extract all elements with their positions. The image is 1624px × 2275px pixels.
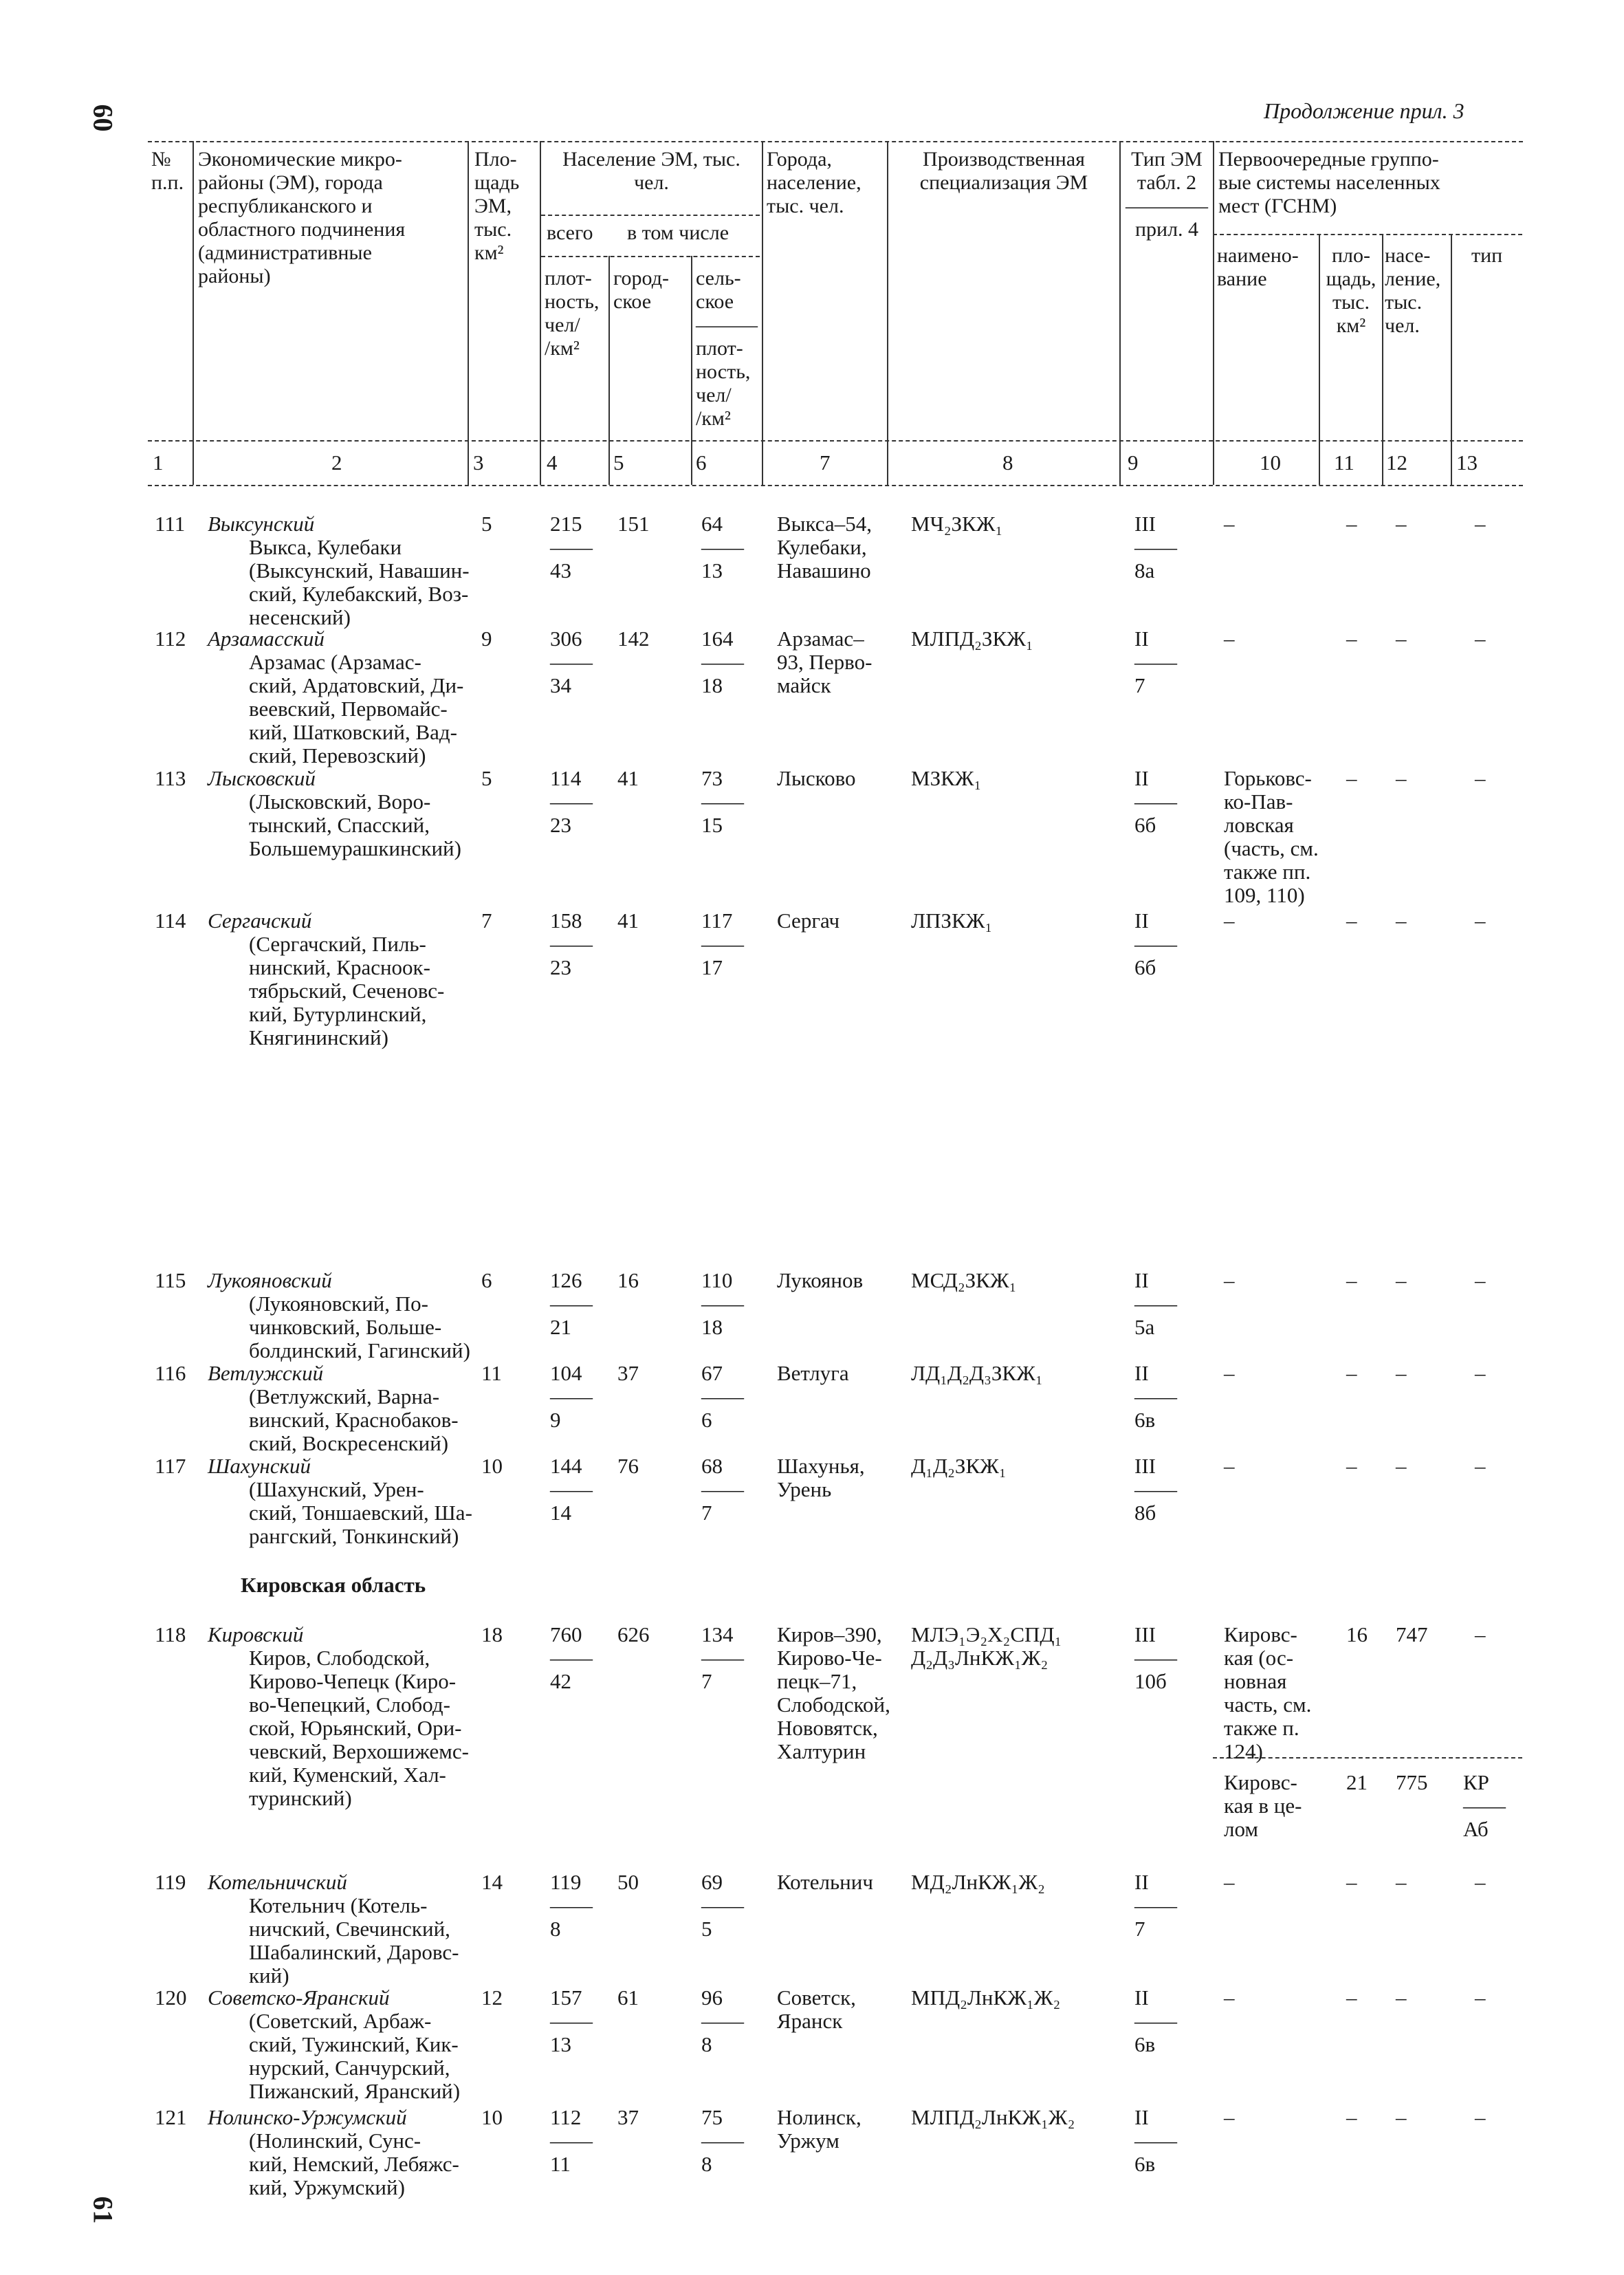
em-type-top: III [1134, 512, 1156, 536]
em-type-bottom: 7 [1134, 1917, 1145, 1941]
em-type-bottom: 6в [1134, 2032, 1156, 2056]
colnum-11: 11 [1334, 450, 1354, 475]
population-total-top: 114 [550, 766, 582, 790]
population-rural-top: 64 [701, 512, 723, 536]
gsnm-population: – [1396, 766, 1407, 790]
hdr-gsnm-name: наимено- вание [1217, 244, 1299, 290]
population-rural-bottom: 18 [701, 1315, 723, 1339]
population-total-bar: —— [550, 2009, 593, 2033]
population-rural-bar: —— [701, 2129, 744, 2153]
row-number: 116 [155, 1361, 186, 1385]
region-name: Сергачский [208, 908, 312, 933]
population-total-bottom: 13 [550, 2032, 571, 2056]
gsnm2-type-bottom: Аб [1463, 1817, 1489, 1841]
colnum-7: 7 [820, 450, 831, 475]
colnum-3: 3 [473, 450, 484, 475]
gsnm-type: – [1475, 1454, 1486, 1478]
population-urban: 142 [617, 627, 650, 651]
population-rural-bar: —— [701, 932, 744, 956]
hdr-region: Экономические микро- районы (ЭМ), города республиканского и областного подчинения (административные районы) [198, 148, 406, 287]
cities: Лукоянов [777, 1268, 864, 1292]
area-value: 18 [481, 1622, 503, 1646]
population-rural-bottom: 17 [701, 955, 723, 979]
area-value: 10 [481, 1454, 503, 1478]
gsnm2-population: 775 [1396, 1770, 1428, 1794]
population-urban: 41 [617, 908, 639, 933]
colnum-4: 4 [547, 450, 558, 475]
cities: Выкса–54, Кулебаки, Навашино [777, 512, 872, 583]
vline-2 [468, 141, 469, 485]
gsnm-area: – [1346, 1268, 1357, 1292]
region-description: (Советский, Арбаж- ский, Тужинский, Кик- нурский, Санчурский, Пижанский, Яранский) [249, 2009, 461, 2103]
hdr-em-type: Тип ЭМ табл. 2 ———— прил. 4 [1126, 148, 1208, 241]
population-total-top: 215 [550, 512, 582, 536]
cities: Советск, Яранск [777, 1985, 856, 2033]
row-number: 120 [155, 1985, 187, 2010]
population-urban: 151 [617, 512, 650, 536]
population-total-top: 144 [550, 1454, 582, 1478]
region-description: (Лукояновский, По- чинковский, Больше- болдинский, Гагинский) [249, 1292, 470, 1362]
population-total-bottom: 42 [550, 1669, 571, 1693]
population-total-top: 306 [550, 627, 582, 651]
row-number: 118 [155, 1622, 186, 1646]
gsnm-area: 16 [1346, 1622, 1368, 1646]
population-total-bottom: 21 [550, 1315, 571, 1339]
population-rural-bar: —— [701, 790, 744, 814]
hdr-gsnm-type: тип [1471, 244, 1503, 267]
region-name: Шахунский [208, 1454, 311, 1478]
gsnm-population: – [1396, 908, 1407, 933]
gsnm-area: – [1346, 1985, 1357, 2010]
gsnm-population: – [1396, 1985, 1407, 2010]
population-rural-top: 117 [701, 908, 733, 933]
region-name: Арзамасский [208, 627, 325, 651]
population-rural-top: 68 [701, 1454, 723, 1478]
vline-9 [1213, 141, 1214, 485]
em-type-bar: —— [1134, 932, 1177, 956]
gsnm-name: – [1224, 512, 1235, 536]
region-description: (Ветлужский, Варна- винский, Краснобаков- ский, Воскресенский) [249, 1384, 459, 1455]
gsnm-area: – [1346, 627, 1357, 651]
gsnm-population: – [1396, 627, 1407, 651]
gsnm-name: Горьковс- ко-Пав- ловская (часть, см. также пп. 109, 110) [1224, 766, 1319, 907]
em-type-top: II [1134, 1985, 1149, 2010]
gsnm-name: – [1224, 1985, 1235, 2010]
em-type-bar: —— [1134, 1893, 1177, 1917]
hdr-pop-total: всего [547, 221, 593, 244]
cities: Нолинск, Уржум [777, 2105, 862, 2153]
population-rural-bottom: 7 [701, 1501, 712, 1525]
gsnm-population: – [1396, 2105, 1407, 2129]
area-value: 6 [481, 1268, 492, 1292]
population-urban: 41 [617, 766, 639, 790]
population-rural-bottom: 8 [701, 2152, 712, 2176]
vline-11 [1382, 234, 1383, 485]
gsnm-population: – [1396, 1268, 1407, 1292]
gsnm-area: – [1346, 908, 1357, 933]
em-type-bar: —— [1134, 1384, 1177, 1408]
population-rural-top: 73 [701, 766, 723, 790]
hdr-pop-urban: город- ское [613, 267, 669, 313]
vline-7 [887, 141, 888, 485]
specialization: МЛПД₂ЗКЖ₁ [911, 627, 1033, 651]
gsnm-population: – [1396, 1361, 1407, 1385]
cities: Лысково [777, 766, 856, 790]
population-rural-bar: —— [701, 1292, 744, 1316]
row-number: 111 [155, 512, 186, 536]
population-rural-bar: —— [701, 535, 744, 559]
gsnm-type: – [1475, 1985, 1486, 2010]
region-description: (Лысковский, Воро- тынский, Спасский, Большемурашкинский) [249, 790, 461, 860]
gsnm-area: – [1346, 2105, 1357, 2129]
population-total-top: 157 [550, 1985, 582, 2010]
population-total-bar: —— [550, 535, 593, 559]
em-type-top: III [1134, 1622, 1156, 1646]
em-type-bar: —— [1134, 2009, 1177, 2033]
colnum-bottom-rule [148, 485, 1523, 486]
region-name: Выксунский [208, 512, 315, 536]
table-top-rule [148, 141, 1523, 142]
em-type-bottom: 7 [1134, 673, 1145, 697]
region-description: (Шахунский, Урен- ский, Тоншаевский, Ша- рангский, Тонкинский) [249, 1477, 472, 1548]
population-total-bottom: 11 [550, 2152, 571, 2176]
population-total-bottom: 43 [550, 558, 571, 583]
em-type-top: III [1134, 1454, 1156, 1478]
gsnm-name: – [1224, 1454, 1235, 1478]
population-rural-bottom: 7 [701, 1669, 712, 1693]
population-total-bar: —— [550, 1384, 593, 1408]
em-type-bottom: 6б [1134, 955, 1156, 979]
colnum-9: 9 [1128, 450, 1139, 475]
region-name: Советско-Яранский [208, 1985, 390, 2010]
population-total-top: 104 [550, 1361, 582, 1385]
population-rural-bar: —— [701, 1646, 744, 1670]
population-rural-top: 164 [701, 627, 734, 651]
em-type-top: II [1134, 908, 1149, 933]
cities: Шахунья, Урень [777, 1454, 865, 1501]
vline-1 [193, 141, 194, 485]
population-total-bottom: 8 [550, 1917, 561, 1941]
region-description: Выкса, Кулебаки (Выксунский, Навашин- ский, Кулебакский, Воз- несенский) [249, 535, 470, 629]
em-type-bottom: 10б [1134, 1669, 1167, 1693]
em-type-bottom: 6б [1134, 813, 1156, 837]
population-rural-top: 69 [701, 1870, 723, 1894]
em-type-bar: —— [1134, 535, 1177, 559]
colnum-8: 8 [1002, 450, 1013, 475]
gsnm-area: – [1346, 1870, 1357, 1894]
region-name: Лысковский [208, 766, 316, 790]
colnum-13: 13 [1456, 450, 1478, 475]
gsnm-type: – [1475, 1268, 1486, 1292]
population-rural-bar: —— [701, 650, 744, 674]
area-value: 9 [481, 627, 492, 651]
population-total-bottom: 23 [550, 813, 571, 837]
population-rural-bar: —— [701, 2009, 744, 2033]
gsnm-area: – [1346, 512, 1357, 536]
gsnm-name: Кировс- кая (ос- новная часть, см. также п. 124) [1224, 1622, 1312, 1763]
population-rural-bottom: 18 [701, 673, 723, 697]
vline-12 [1451, 234, 1452, 485]
population-total-bar: —— [550, 1646, 593, 1670]
vline-5 [691, 256, 692, 485]
right-page-number: 61 [87, 2196, 119, 2224]
population-total-top: 126 [550, 1268, 582, 1292]
specialization: МЛЭ₁Э₂Х₂СПД₁ Д₂Д₃ЛнКЖ₁Ж₂ [911, 1622, 1062, 1670]
gsnm2-type-top: КР [1463, 1770, 1489, 1794]
hdr-gsnm-area: пло- щадь, тыс. км² [1326, 244, 1376, 337]
vline-4 [608, 256, 610, 485]
region-description: Котельнич (Котель- ничский, Свечинский, Шабалинский, Даровс- кий) [249, 1893, 459, 1988]
hdr-cities: Города, население, тыс. чел. [767, 148, 862, 217]
gsnm-population: – [1396, 1454, 1407, 1478]
em-type-top: II [1134, 627, 1149, 651]
gsnm2-name: Кировс- кая в це- лом [1224, 1770, 1302, 1841]
population-urban: 50 [617, 1870, 639, 1894]
gsnm-title-rule [1213, 234, 1522, 235]
population-rural-bottom: 5 [701, 1917, 712, 1941]
colnum-12: 12 [1386, 450, 1407, 475]
em-type-top: II [1134, 1361, 1149, 1385]
population-total-bar: —— [550, 1292, 593, 1316]
row-number: 115 [155, 1268, 186, 1292]
hdr-pop-incl: в том числе [627, 221, 729, 244]
vline-6 [762, 141, 763, 485]
cities: Котельнич [777, 1870, 873, 1894]
population-total-bar: —— [550, 1893, 593, 1917]
gsnm-name: – [1224, 2105, 1235, 2129]
colnum-5: 5 [613, 450, 624, 475]
population-urban: 626 [617, 1622, 650, 1646]
em-type-bottom: 5а [1134, 1315, 1155, 1339]
pop-subheader-rule [541, 256, 760, 257]
gsnm-type: – [1475, 1361, 1486, 1385]
population-total-bar: —— [550, 2129, 593, 2153]
hdr-pop-density: плот- ность, чел/ /км² [545, 267, 600, 360]
em-type-bottom: 6в [1134, 2152, 1156, 2176]
hdr-num: № п.п. [151, 148, 184, 194]
area-value: 5 [481, 766, 492, 790]
population-rural-bar: —— [701, 1477, 744, 1501]
cities: Арзамас– 93, Перво- майск [777, 627, 873, 697]
population-rural-top: 67 [701, 1361, 723, 1385]
population-urban: 76 [617, 1454, 639, 1478]
gsnm-type: – [1475, 1870, 1486, 1894]
population-total-bar: —— [550, 790, 593, 814]
vline-10 [1319, 234, 1320, 485]
gsnm-type: – [1475, 1622, 1486, 1646]
cities: Киров–390, Кирово-Че- пецк–71, Слободской, Нововятск, Халтурин [777, 1622, 890, 1763]
gsnm-population: – [1396, 1870, 1407, 1894]
population-rural-bottom: 8 [701, 2032, 712, 2056]
colnum-1: 1 [153, 450, 164, 475]
population-total-bottom: 34 [550, 673, 571, 697]
specialization: МД₂ЛнКЖ₁Ж₂ [911, 1870, 1045, 1894]
area-value: 14 [481, 1870, 503, 1894]
row-number: 117 [155, 1454, 186, 1478]
region-name: Нолинско-Уржумский [208, 2105, 407, 2129]
population-rural-bar: —— [701, 1893, 744, 1917]
population-total-bottom: 14 [550, 1501, 571, 1525]
population-rural-bottom: 13 [701, 558, 723, 583]
gsnm2-area: 21 [1346, 1770, 1368, 1794]
region-name: Лукояновский [208, 1268, 332, 1292]
em-type-bottom: 8б [1134, 1501, 1156, 1525]
em-type-top: II [1134, 2105, 1149, 2129]
region-description: (Сергачский, Пиль- нинский, Красноок- тябрьский, Сеченовс- кий, Бутурлинский, Княгининский) [249, 932, 445, 1049]
em-type-bar: —— [1134, 1477, 1177, 1501]
gsnm-type: – [1475, 2105, 1486, 2129]
gsnm-type: – [1475, 908, 1486, 933]
population-total-bar: —— [550, 650, 593, 674]
row-number: 112 [155, 627, 186, 651]
population-total-bar: —— [550, 932, 593, 956]
population-urban: 16 [617, 1268, 639, 1292]
gsnm-type: – [1475, 627, 1486, 651]
population-rural-top: 96 [701, 1985, 723, 2010]
gsnm-name: – [1224, 1268, 1235, 1292]
area-value: 10 [481, 2105, 503, 2129]
population-rural-top: 110 [701, 1268, 733, 1292]
area-value: 7 [481, 908, 492, 933]
gsnm-type: – [1475, 512, 1486, 536]
specialization: ЛД₁Д₂Д₃ЗКЖ₁ [911, 1361, 1043, 1385]
population-total-top: 112 [550, 2105, 582, 2129]
em-type-bar: —— [1134, 650, 1177, 674]
cities: Сергач [777, 908, 840, 933]
region-description: (Нолинский, Сунс- кий, Немский, Лебяжс- кий, Уржумский) [249, 2129, 459, 2199]
population-total-bottom: 23 [550, 955, 571, 979]
specialization: ЛПЗКЖ₁ [911, 908, 993, 933]
em-type-bar: —— [1134, 1646, 1177, 1670]
population-total-top: 760 [550, 1622, 582, 1646]
pop-title-rule [541, 215, 760, 216]
gsnm2-type-bar: —— [1463, 1794, 1506, 1818]
population-rural-bottom: 6 [701, 1408, 712, 1432]
gsnm-area: – [1346, 1361, 1357, 1385]
cities: Ветлуга [777, 1361, 849, 1385]
gsnm-name: – [1224, 627, 1235, 651]
population-rural-top: 75 [701, 2105, 723, 2129]
gsnm-population: – [1396, 512, 1407, 536]
vline-3 [540, 141, 541, 485]
left-page-number: 60 [87, 104, 119, 132]
population-urban: 37 [617, 2105, 639, 2129]
row-number: 114 [155, 908, 186, 933]
gsnm-area: – [1346, 766, 1357, 790]
vline-8 [1119, 141, 1121, 485]
area-value: 11 [481, 1361, 502, 1385]
row-number: 113 [155, 766, 186, 790]
hdr-area: Пло- щадь ЭМ, тыс. км² [474, 148, 520, 264]
em-type-bar: —— [1134, 2129, 1177, 2153]
region-description: Арзамас (Арзамас- ский, Ардатовский, Ди- веевский, Первомайс- кий, Шатковский, Вад- ский, Перевозский) [249, 650, 464, 768]
specialization: МЧ₂ЗКЖ₁ [911, 512, 1003, 536]
continuation-note: Продолжение прил. 3 [1264, 98, 1464, 123]
specialization: Д₁Д₂ЗКЖ₁ [911, 1454, 1007, 1478]
em-type-bar: —— [1134, 790, 1177, 814]
population-total-top: 158 [550, 908, 582, 933]
gsnm-area: – [1346, 1454, 1357, 1478]
colnum-6: 6 [696, 450, 707, 475]
section-heading: Кировская область [241, 1573, 426, 1597]
region-description: Киров, Слободской, Кирово-Чепецк (Киро- во-Чепецкий, Слобод- ской, Юрьянский, Ори- чевский, Верхошижемс- кий, Куменский, Хал- туринский) [249, 1646, 469, 1810]
hdr-specialization: Производственная специализация ЭМ [919, 148, 1088, 194]
population-urban: 61 [617, 1985, 639, 2010]
gsnm-name: – [1224, 1361, 1235, 1385]
gsnm-population: 747 [1396, 1622, 1428, 1646]
hdr-gsnm-pop: насе- ление, тыс. чел. [1385, 244, 1441, 337]
specialization: МЗКЖ₁ [911, 766, 982, 790]
specialization: МЛПД₂ЛнКЖ₁Ж₂ [911, 2105, 1075, 2129]
em-type-top: II [1134, 766, 1149, 790]
em-type-top: II [1134, 1268, 1149, 1292]
row-number: 121 [155, 2105, 187, 2129]
region-name: Котельничский [208, 1870, 347, 1894]
em-type-bottom: 8а [1134, 558, 1155, 583]
colnum-2: 2 [331, 450, 342, 475]
area-value: 12 [481, 1985, 503, 2010]
em-type-bottom: 6в [1134, 1408, 1156, 1432]
header-bottom-rule [148, 440, 1523, 442]
hdr-pop-rural: сель- ское ——— плот- ность, чел/ /км² [696, 267, 758, 430]
gsnm-name: – [1224, 908, 1235, 933]
area-value: 5 [481, 512, 492, 536]
population-total-bar: —— [550, 1477, 593, 1501]
hdr-pop-title: Население ЭМ, тыс. чел. [562, 148, 740, 194]
region-name: Кировский [208, 1622, 304, 1646]
specialization: МПД₂ЛнКЖ₁Ж₂ [911, 1985, 1061, 2010]
hdr-gsnm-title: Первоочередные группо- вые системы населенных мест (ГСНМ) [1218, 148, 1440, 217]
em-type-bar: —— [1134, 1292, 1177, 1316]
population-rural-bar: —— [701, 1384, 744, 1408]
row-number: 119 [155, 1870, 186, 1894]
population-rural-bottom: 15 [701, 813, 723, 837]
population-total-top: 119 [550, 1870, 582, 1894]
specialization: МСД₂ЗКЖ₁ [911, 1268, 1017, 1292]
gsnm-name: – [1224, 1870, 1235, 1894]
em-type-top: II [1134, 1870, 1149, 1894]
population-rural-top: 134 [701, 1622, 734, 1646]
gsnm-type: – [1475, 766, 1486, 790]
region-name: Ветлужский [208, 1361, 324, 1385]
population-urban: 37 [617, 1361, 639, 1385]
colnum-10: 10 [1260, 450, 1281, 475]
population-total-bottom: 9 [550, 1408, 561, 1432]
